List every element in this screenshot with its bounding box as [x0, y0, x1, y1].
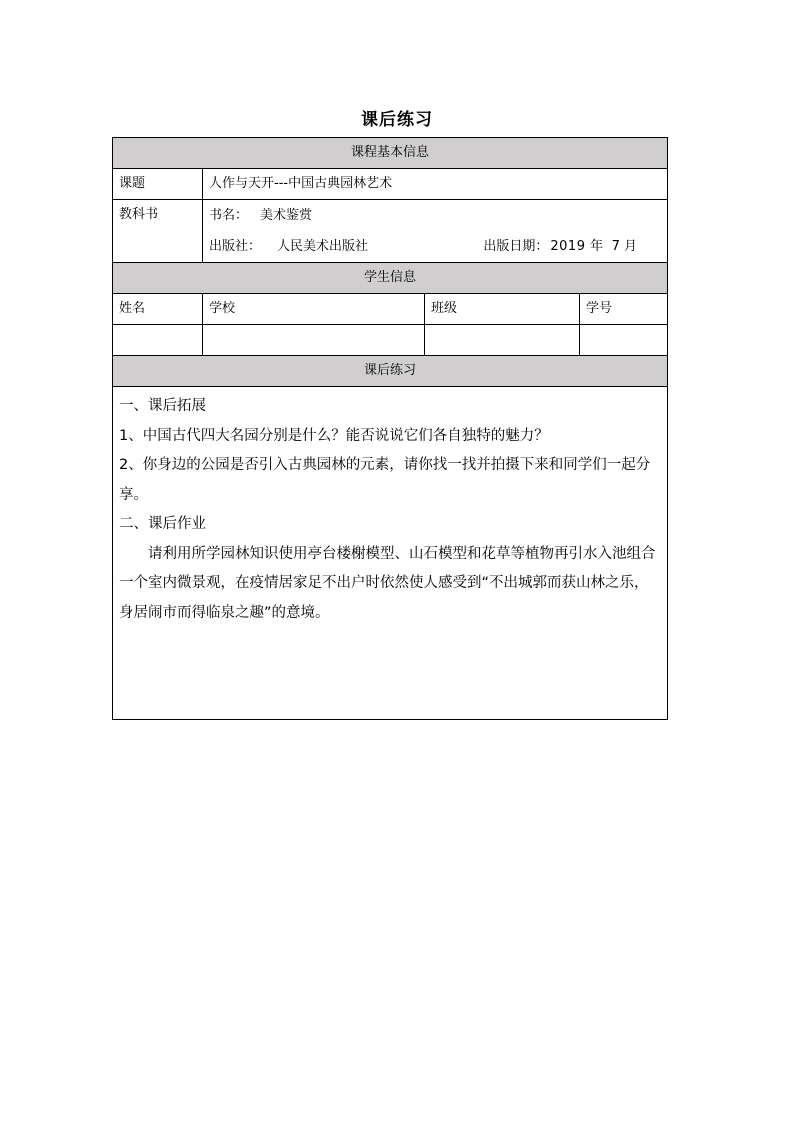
- textbook-details: [203, 200, 668, 263]
- homework-heading: 二、课后作业: [119, 516, 206, 532]
- name-input-cell[interactable]: [113, 325, 203, 356]
- column-header-student-id: 学号: [580, 294, 668, 325]
- book-name-value: 美术鉴赏: [260, 207, 313, 223]
- class-input-cell[interactable]: [425, 325, 580, 356]
- book-name-line: [209, 200, 661, 231]
- homework-text: 请利用所学园林知识使用亭台楼榭模型、山石模型和花草等植物再引水入池组合一个室内微景观，在疫情居家足不出户时依然使人感受到“不出城郭而获山林之乐，身居闹市而得临泉之趣”的意境。: [119, 545, 656, 621]
- textbook-label: 教科书: [113, 200, 203, 263]
- question-2: 2、你身边的公园是否引入古典园林的元素，请你找一找并拍摄下来和同学们一起分享。: [119, 457, 651, 503]
- worksheet-table: [112, 137, 668, 720]
- course-info-header: 课程基本信息: [113, 138, 668, 169]
- publisher-label: 出版社：: [209, 238, 262, 254]
- exercise-header: 课后练习: [113, 356, 668, 387]
- school-input-cell[interactable]: [203, 325, 425, 356]
- question-1: 1、中国古代四大名园分别是什么？能否说说它们各自独特的魅力？: [119, 427, 549, 444]
- page-title: 课后练习: [361, 110, 433, 130]
- topic-value: 人作与天开---中国古典园林艺术: [203, 169, 668, 200]
- pub-date-label: 出版日期：: [483, 238, 549, 254]
- student-info-header: 学生信息: [113, 263, 668, 294]
- exercise-content: [113, 387, 668, 720]
- publisher-line: [209, 231, 661, 262]
- extension-heading: 一、课后拓展: [119, 398, 206, 414]
- topic-label: 课题: [113, 169, 203, 200]
- student-id-input-cell[interactable]: [580, 325, 668, 356]
- column-header-class: 班级: [425, 294, 580, 325]
- book-name-label: 书名：: [209, 207, 249, 223]
- pub-date-year: 2019 年: [550, 238, 604, 254]
- pub-date-month: 7 月: [611, 238, 638, 254]
- column-header-school: 学校: [203, 294, 425, 325]
- publisher-value: 人民美术出版社: [277, 238, 369, 254]
- column-header-name: 姓名: [113, 294, 203, 325]
